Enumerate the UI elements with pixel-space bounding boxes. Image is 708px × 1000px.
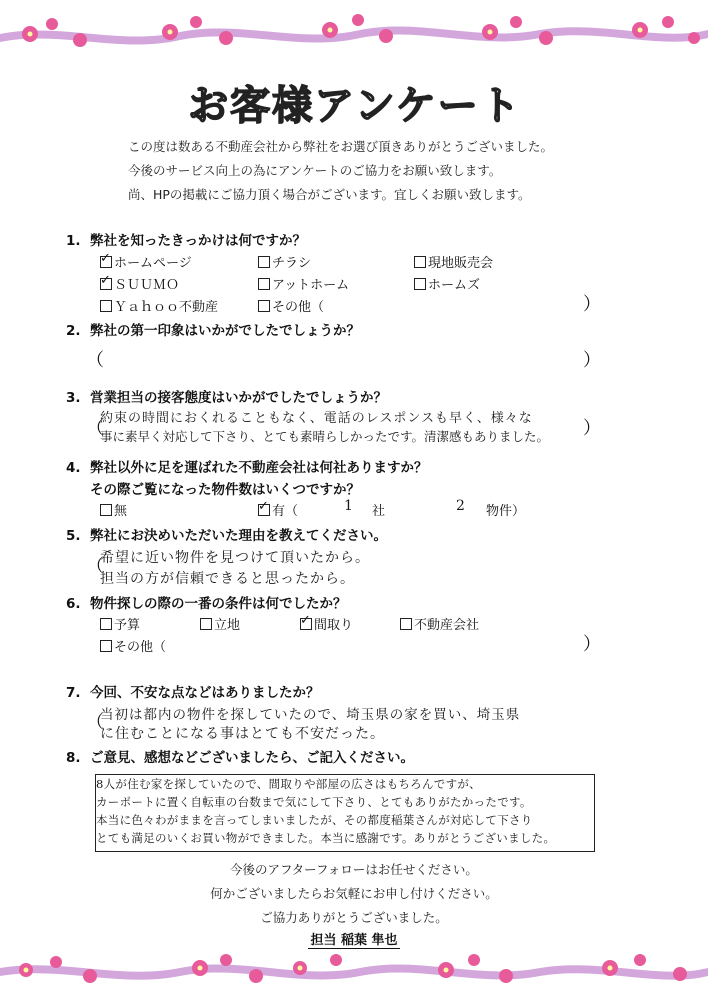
- option-budget[interactable]: 予算: [100, 614, 140, 633]
- ribbon-bottom: [0, 965, 708, 980]
- checkbox-icon[interactable]: [414, 278, 426, 290]
- paren-close: ）: [583, 418, 601, 439]
- question-1: 1. 弊社を知ったきっかけは何ですか？: [66, 233, 306, 249]
- paren-open: （: [86, 556, 104, 577]
- property-unit: 物件）: [486, 504, 526, 519]
- answer-5-line-1: 希望に近い物件を見つけて頂いたから。: [100, 550, 370, 566]
- checkbox-icon[interactable]: [100, 618, 112, 630]
- option-athome[interactable]: アットホーム: [258, 274, 349, 293]
- checkbox-checked-icon[interactable]: [100, 256, 112, 268]
- paren-open: （: [86, 418, 104, 439]
- answer-7-line-2: に住むことになる事はとても不安だった。: [100, 726, 385, 742]
- checkbox-checked-icon[interactable]: [258, 504, 270, 516]
- question-4-sub: その際ご覧になった物件数はいくつですか？: [90, 482, 360, 498]
- option-none[interactable]: 無: [100, 500, 127, 519]
- answer-3-line-1: 約束の時間におくれることもなく、電話のレスポンスも早く、様々な: [100, 411, 533, 426]
- answer-8-line-1: 8人が住む家を探していたので、間取りや部屋の広さはもちろんですが、: [96, 777, 481, 791]
- survey-title: お客様アンケート: [188, 82, 522, 129]
- company-count: 1: [344, 498, 354, 514]
- question-5: 5. 弊社にお決めいただいた理由を教えてください。: [66, 528, 387, 544]
- checkbox-checked-icon[interactable]: [300, 618, 312, 630]
- question-6: 6. 物件探しの際の一番の条件は何でしたか？: [66, 596, 347, 612]
- question-7: 7. 今回、不安な点などはありましたか？: [66, 685, 320, 701]
- checkbox-icon[interactable]: [200, 618, 212, 630]
- checkbox-icon[interactable]: [414, 256, 426, 268]
- ribbon-top: [0, 27, 708, 45]
- checkbox-icon[interactable]: [100, 640, 112, 652]
- checkbox-checked-icon[interactable]: [100, 278, 112, 290]
- outro-line-2: 何かございましたらお気軽にお申し付けください。: [210, 886, 498, 901]
- answer-8-line-3: 本当に色々わがままを言ってしまいましたが、その都度稲葉さんが対応して下さり: [96, 813, 533, 827]
- question-4: 4. 弊社以外に足を運ばれた不動産会社は何社ありますか？: [66, 460, 428, 476]
- flower-border-bottom: [0, 940, 708, 1000]
- outro-line-1: 今後のアフターフォローはお任せください。: [230, 862, 478, 877]
- question-8: 8. ご意見、感想などございましたら、ご記入ください。: [66, 750, 414, 766]
- option-agency[interactable]: 不動産会社: [400, 614, 479, 633]
- option-suumo[interactable]: ✓ＳＵＵＭＯ: [100, 274, 179, 293]
- option-floorplan[interactable]: ✓ 間取り: [300, 614, 353, 633]
- option-location[interactable]: 立地: [200, 614, 240, 633]
- option-other-condition[interactable]: その他（: [100, 636, 166, 655]
- flower-border-top: [0, 0, 708, 60]
- checkbox-icon[interactable]: [258, 256, 270, 268]
- option-open-house[interactable]: 現地販売会: [414, 252, 493, 271]
- paren-open: （: [86, 712, 104, 733]
- paren-close: ）: [583, 294, 601, 315]
- option-flyer[interactable]: チラシ: [258, 252, 311, 271]
- option-yahoo[interactable]: Ｙａｈｏｏ不動産: [100, 296, 218, 315]
- intro-line-1: この度は数ある不動産会社から弊社をお選び頂きありがとうございました。: [128, 139, 554, 154]
- answer-7-line-1: 当初は都内の物件を探していたので、埼玉県の家を買い、埼玉県: [100, 707, 521, 723]
- paren-close: ）: [583, 350, 601, 371]
- answer-8-line-4: とても満足のいくお買い物ができました。本当に感謝です。ありがとうございました。: [96, 831, 556, 845]
- company-unit: 社: [372, 504, 386, 519]
- checkbox-icon[interactable]: [258, 278, 270, 290]
- checkbox-icon[interactable]: [100, 300, 112, 312]
- option-homes[interactable]: ホームズ: [414, 274, 480, 293]
- outro-line-3: ご協力ありがとうございました。: [260, 910, 448, 925]
- staff-name: 担当 稲葉 隼也: [310, 933, 398, 948]
- comment-box: [95, 774, 595, 852]
- intro-line-3: 尚、HPの掲載にご協力頂く場合がございます。宜しくお願い致します。: [128, 187, 531, 202]
- paren-open: （: [86, 350, 104, 371]
- property-count: 2: [456, 498, 466, 514]
- answer-8-line-2: カーポートに置く自転車の台数まで気にして下さり、とてもありがたかったです。: [96, 795, 532, 809]
- answer-5-line-2: 担当の方が信頼できると思ったから。: [100, 571, 355, 587]
- checkbox-icon[interactable]: [100, 504, 112, 516]
- option-yes[interactable]: ✓ 有（: [258, 500, 298, 519]
- intro-line-2: 今後のサービス向上の為にアンケートのご協力をお願い致します。: [128, 163, 502, 178]
- checkbox-icon[interactable]: [258, 300, 270, 312]
- question-3: 3. 営業担当の接客態度はいかがでしたでしょうか？: [66, 390, 387, 406]
- paren-close: ）: [583, 634, 601, 655]
- checkbox-icon[interactable]: [400, 618, 412, 630]
- question-2: 2. 弊社の第一印象はいかがでしたでしょうか？: [66, 323, 360, 339]
- answer-3-line-2: 事に素早く対応して下さり、とても素晴らしかったです。清潔感もありました。: [100, 429, 550, 444]
- option-homepage[interactable]: ✓ホームページ: [100, 252, 192, 271]
- option-other[interactable]: その他（: [258, 296, 324, 315]
